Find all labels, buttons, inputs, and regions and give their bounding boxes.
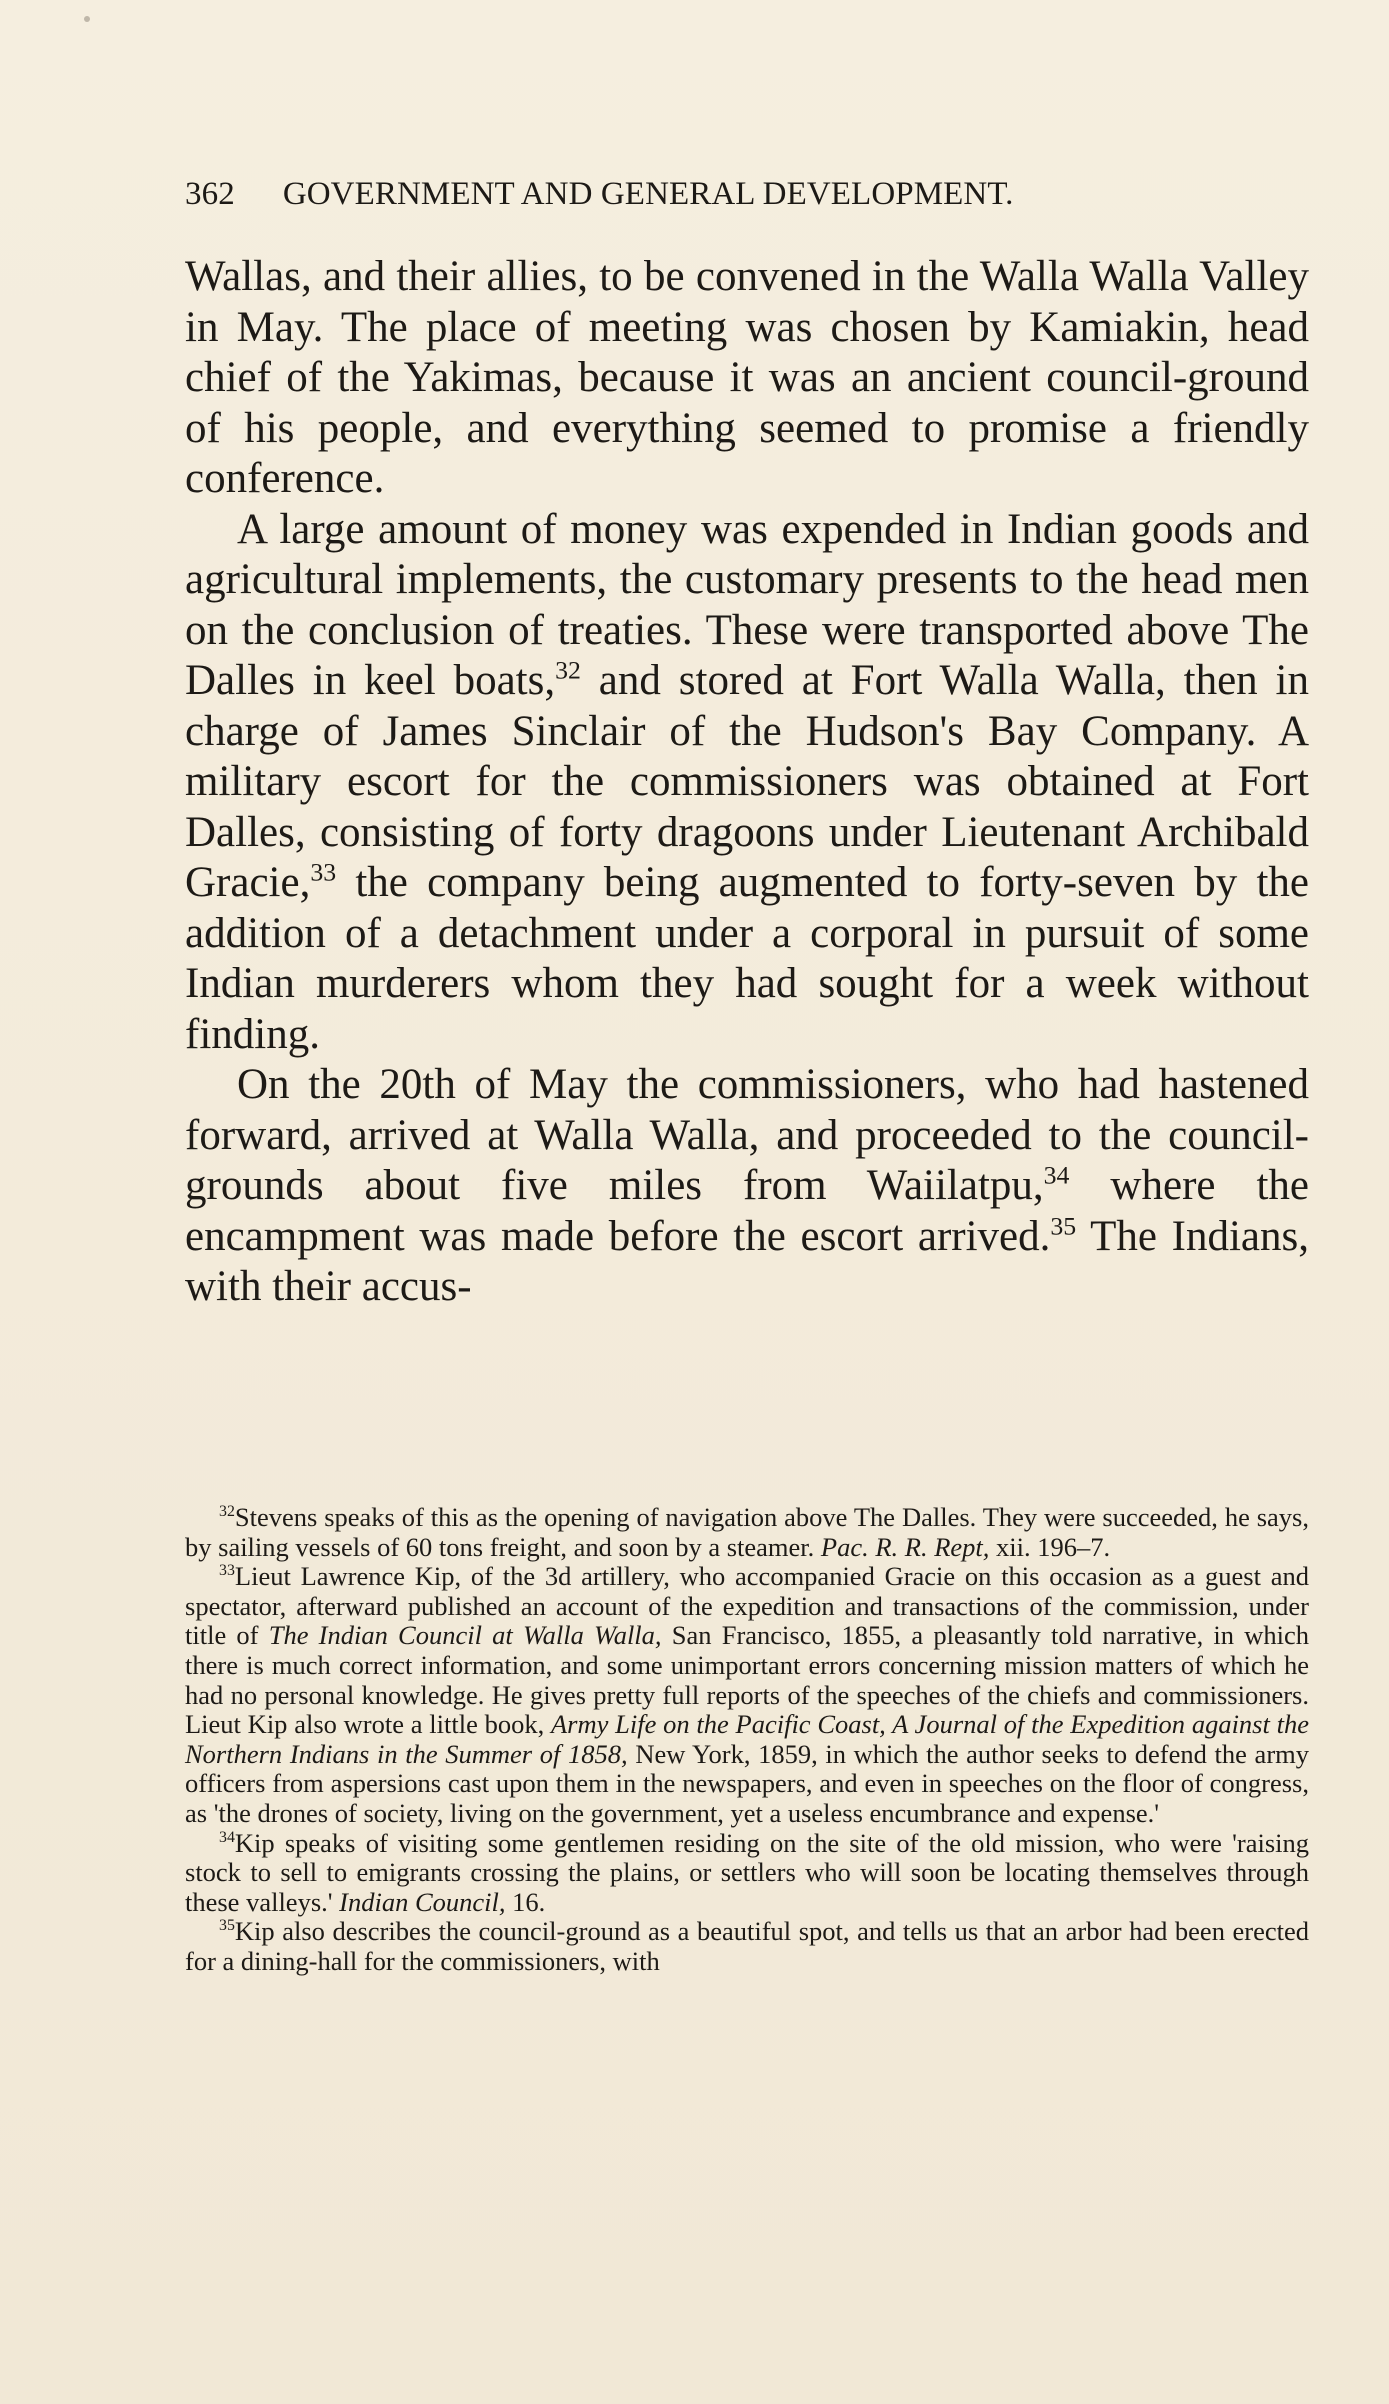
footnote-34-text-a: Kip speaks of visiting some gentlemen residing on the site of the old mission, who were 'raising stock to sell to emigrants crossing the plains, or settlers who will soon be locating themselves through these valleys.' [185, 1827, 1309, 1917]
footnote-32-text-b: xii. 196–7. [989, 1531, 1111, 1562]
footnote-marker-34: 34 [219, 1828, 235, 1846]
footnote-33 [185, 1562, 1309, 1828]
running-title: GOVERNMENT AND GENERAL DEVELOPMENT. [282, 176, 1014, 212]
footnote-ref-32: 32 [555, 655, 581, 685]
paragraph-2-text-a: A large amount of money was expended in Indian goods and agricultural implements, the customary presents to the head men on the conclusion of treaties. These were transported above The Dalles in keel boats, [185, 505, 1309, 704]
footnote-33-title-1: The Indian Council at Walla Walla, [268, 1620, 662, 1651]
paragraph-2-text-b: and stored at Fort Walla Walla, then in charge of James Sinclair of the Hudson's Bay Company. A military escort for the commissioners was obtained at Fort Dalles, consisting of forty dragoons under Lieutenant Archibald Gracie, [185, 657, 1309, 906]
footnote-32 [185, 1503, 1309, 1562]
paragraph-2 [185, 505, 1309, 1061]
footnote-marker-35: 35 [219, 1917, 235, 1935]
paragraph-3-text-a: On the 20th of May the commissioners, who had hastened forward, arrived at Walla Walla, and proceeded to the council-grounds about five miles from Waiilatpu, [185, 1061, 1309, 1209]
paragraph-2-text-c: the company being augmented to forty-seven by the addition of a detachment under a corporal in pursuit of some Indian murderers whom they had sought for a week without finding. [185, 859, 1309, 1058]
paragraph-3-text-b: where the encampment was made before the escort arrived. [185, 1162, 1309, 1260]
footnote-32-text-a: Stevens speaks of this as the opening of navigation above The Dalles. They were succeeded, he says, by sailing vessels of 60 tons freight, and soon by a steamer. [185, 1502, 1309, 1562]
footnote-33-text-c: New York, 1859, in which the author seeks to defend the army officers from aspersions cast upon them in the newspapers, and even in speeches on the floor of congress, as 'the drones of society, living on the government, yet a useless encumbrance and expense.' [185, 1738, 1310, 1828]
paragraph-3 [185, 1060, 1309, 1313]
footnote-ref-33: 33 [310, 857, 337, 887]
footnote-34-text-b: 16. [505, 1886, 546, 1917]
paragraph-1-text: Wallas, and their allies, to be convened in the Walla Walla Valley in May. The place of meeting was chosen by Kamiakin, head chief of the Yakimas, because it was an ancient council-ground of his people, and everything seemed to promise a friendly conference. [185, 253, 1309, 502]
page-number: 362 [185, 176, 235, 212]
footnote-marker-32: 32 [219, 1503, 235, 1521]
footnote-35-text: Kip also describes the council-ground as a beautiful spot, and tells us that an arbor had been erected for a dining-hall for the commissioners, with [185, 1916, 1309, 1976]
footnote-33-title-2: Army Life on the Pacific Coast, A Journal of the Expedition against the Northern Indians in the Summer of 1858, [185, 1709, 1309, 1769]
footnote-32-citation: Pac. R. R. Rept, [820, 1531, 990, 1562]
running-header [185, 178, 1305, 211]
footnote-35 [185, 1917, 1309, 1976]
footnote-ref-35: 35 [1050, 1211, 1077, 1241]
paragraph-3-text-c: The Indians, with their accus- [185, 1212, 1309, 1310]
footnote-34-citation: Indian Council, [339, 1886, 506, 1917]
footnote-ref-34: 34 [1043, 1160, 1070, 1190]
footnotes [185, 1503, 1309, 1977]
ink-speck [84, 16, 90, 22]
footnote-34 [185, 1829, 1309, 1918]
footnote-33-text-a: Lieut Lawrence Kip, of the 3d artillery, who accompanied Gracie on this occasion as a guest and spectator, afterward published an account of the expedition and transactions of the commission, under title of [185, 1561, 1309, 1651]
main-text [185, 252, 1309, 1313]
footnote-marker-33: 33 [219, 1562, 235, 1580]
footnote-33-text-b: San Francisco, 1855, a pleasantly told narrative, in which there is much correct information, and some unimportant errors concerning mission matters of which he had no personal knowledge. He gives pretty full reports of the speeches of the chiefs and commissioners. Lieut Kip also wrote a little book, [185, 1620, 1309, 1740]
paragraph-1 [185, 252, 1309, 505]
